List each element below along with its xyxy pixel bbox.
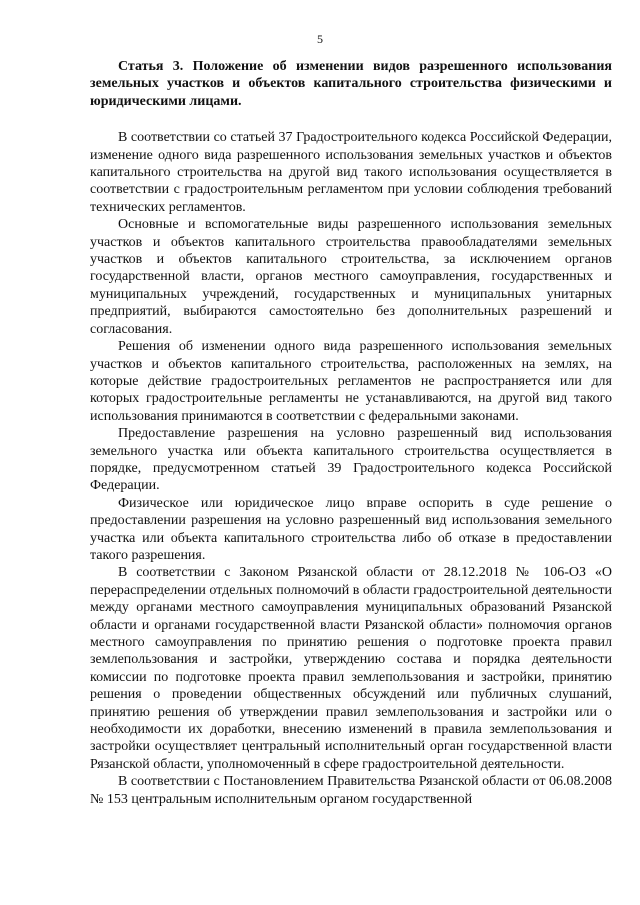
paragraph-4: Предоставление разрешения на условно разрешенный вид использования земельного участка или объекта капитального строительства осуществляется в порядке, предусмотренном статьей 39 Градостроительного кодекса Российской Федерации.	[90, 426, 612, 494]
article-heading: Статья 3. Положение об изменении видов разрешенного использования земельных участков и объектов капитального строительства физическими и юридическими лицами.	[90, 59, 612, 109]
paragraph-1: В соответствии со статьей 37 Градостроительного кодекса Российской Федерации, изменение одного вида разрешенного использования земельных участков и объектов капитального строительства на другой вид такого использования осуществляется в соответствии с градостроительным регламентом при условии соблюдения требований технических регламентов.	[90, 130, 612, 215]
document-body	[90, 58, 612, 808]
paragraph-7: В соответствии с Постановлением Правительства Рязанской области от 06.08.2008 № 153 центральным исполнительным органом государственной	[90, 774, 612, 807]
page-number: 5	[317, 32, 323, 46]
paragraph-3: Решения об изменении одного вида разрешенного использования земельных участков и объектов капитального строительства, расположенных на землях, на которые действие градостроительных регламентов не распространяется или для которых градостроительные регламенты не устанавливаются, на другой вид такого использования принимаются в соответствии с федеральными законами.	[90, 339, 612, 424]
paragraph-2: Основные и вспомогательные виды разрешенного использования земельных участков и объектов капитального строительства правообладателями земельных участков и объектов капитального строительства, за исключением органов государственной власти, органов местного самоуправления, государственных и муниципальных учреждений, государственных и муниципальных унитарных предприятий, выбираются самостоятельно без дополнительных разрешений и согласования.	[90, 217, 612, 337]
paragraph-6: В соответствии с Законом Рязанской области от 28.12.2018 № 106-ОЗ «О перераспределении отдельных полномочий в области градостроительной деятельности между органами местного самоуправления муниципальных образований Рязанской области и органами государственной власти Рязанской области» полномочия органов местного самоуправления по принятию решения о подготовке проекта правил землепользования и застройки, утверждению состава и порядка деятельности комиссии по подготовке проекта правил землепользования и застройки, принятию решения о проведении общественных обсуждений или публичных слушаний, принятию решения об утверждении правил землепользования и застройки или о необходимости их доработки, внесению изменений в правила землепользования и застройки осуществляет центральный исполнительный орган государственной власти Рязанской области, уполномоченный в сфере градостроительной деятельности.	[90, 565, 612, 772]
paragraph-5: Физическое или юридическое лицо вправе оспорить в суде решение о предоставлении разрешения на условно разрешенный вид использования земельного участка или объекта капитального строительства либо об отказе в предоставлении такого разрешения.	[90, 495, 612, 563]
